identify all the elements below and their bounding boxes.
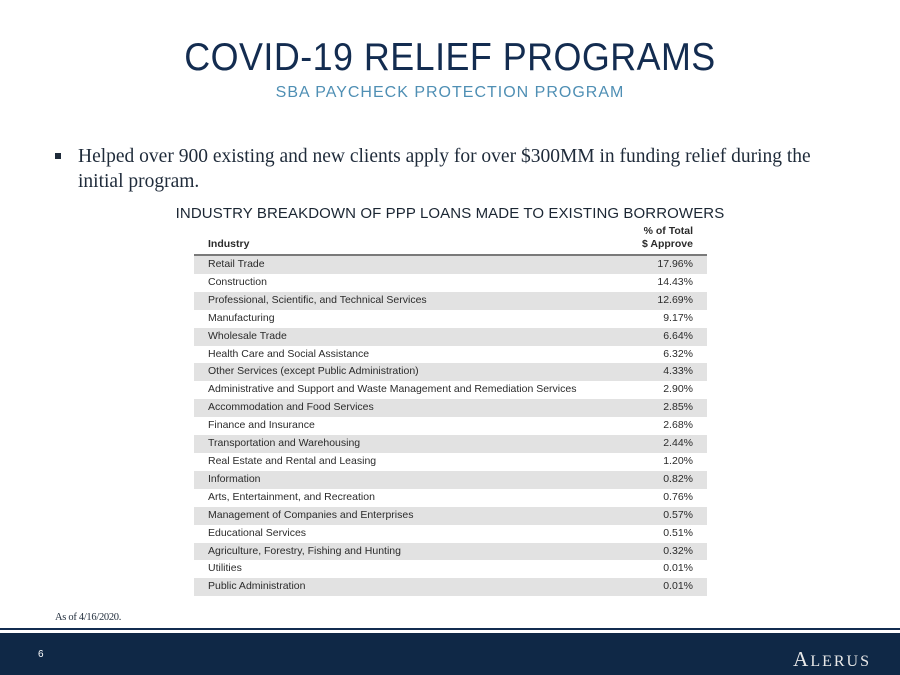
industry-cell: Health Care and Social Assistance — [208, 347, 370, 360]
table-title: INDUSTRY BREAKDOWN OF PPP LOANS MADE TO EXISTING BORROWERS — [175, 205, 725, 222]
percent-cell: 6.64% — [622, 328, 707, 346]
column-header-industry: Industry — [194, 224, 622, 255]
table-row — [194, 310, 707, 328]
industry-cell: Public Administration — [194, 578, 622, 596]
industry-cell: Wholesale Trade — [194, 328, 622, 346]
industry-cell: Administrative and Support and Waste Management and Remediation Services — [208, 383, 577, 396]
percent-cell: 14.43% — [657, 275, 693, 288]
industry-cell: Professional, Scientific, and Technical Services — [194, 292, 622, 310]
table-row — [194, 381, 707, 399]
table-row — [194, 399, 707, 417]
industry-cell: Finance and Insurance — [208, 419, 315, 432]
industry-cell: Transportation and Warehousing — [194, 435, 622, 453]
table-row — [194, 292, 707, 310]
column-header-percent-line1: % of Total — [643, 225, 693, 237]
percent-cell: 2.44% — [622, 435, 707, 453]
footnote: As of 4/16/2020. — [55, 612, 122, 623]
industry-cell: Construction — [208, 275, 267, 288]
table-row — [194, 435, 707, 453]
page-number: 6 — [38, 649, 44, 660]
percent-cell: 0.32% — [622, 543, 707, 561]
percent-cell: 0.57% — [622, 507, 707, 525]
percent-cell: 0.01% — [663, 562, 693, 575]
percent-cell: 4.33% — [622, 363, 707, 381]
alerus-logo — [793, 647, 871, 672]
page-title: COVID-19 RELIEF PROGRAMS — [184, 36, 716, 79]
percent-cell: 17.96% — [622, 255, 707, 274]
table-row — [194, 453, 707, 471]
industry-cell: Agriculture, Forestry, Fishing and Hunting — [194, 543, 622, 561]
percent-cell: 2.85% — [622, 399, 707, 417]
logo-rest: LERUS — [810, 653, 871, 670]
industry-cell: Other Services (except Public Administration) — [194, 363, 622, 381]
percent-cell: 0.51% — [663, 526, 693, 539]
percent-cell: 0.01% — [622, 578, 707, 596]
footer-divider — [0, 628, 900, 630]
column-header-percent-line2: $ Approve — [642, 238, 693, 250]
table-row — [194, 255, 707, 274]
percent-cell: 2.90% — [663, 383, 693, 396]
industry-cell: Manufacturing — [208, 311, 275, 324]
percent-cell: 0.76% — [663, 490, 693, 503]
bullet-text: Helped over 900 existing and new clients apply for over $300MM in funding relief during the initial program. — [78, 146, 811, 192]
percent-cell: 0.82% — [622, 471, 707, 489]
table-row — [194, 525, 707, 543]
logo-initial: A — [793, 647, 811, 671]
industry-cell: Accommodation and Food Services — [194, 399, 622, 417]
percent-cell: 9.17% — [663, 311, 693, 324]
footer-bar — [0, 633, 900, 675]
table-row — [194, 489, 707, 507]
percent-cell: 6.32% — [663, 347, 693, 360]
industry-breakdown-table — [194, 224, 707, 596]
percent-cell: 1.20% — [663, 454, 693, 467]
industry-cell: Management of Companies and Enterprises — [194, 507, 622, 525]
percent-cell: 2.68% — [663, 419, 693, 432]
page-subtitle: SBA PAYCHECK PROTECTION PROGRAM — [275, 84, 625, 101]
column-header-percent — [622, 224, 707, 255]
table-row — [194, 274, 707, 292]
table-row — [194, 560, 707, 578]
table-header-row — [194, 224, 707, 255]
table-row — [194, 578, 707, 596]
percent-cell: 12.69% — [622, 292, 707, 310]
table-row — [194, 471, 707, 489]
industry-cell: Information — [194, 471, 622, 489]
bullet-point — [55, 144, 855, 194]
industry-cell: Arts, Entertainment, and Recreation — [208, 490, 375, 503]
table-row — [194, 328, 707, 346]
square-bullet-icon — [55, 153, 61, 159]
table-row — [194, 346, 707, 364]
table-row — [194, 507, 707, 525]
industry-cell: Educational Services — [208, 526, 307, 539]
table-row — [194, 543, 707, 561]
industry-cell: Real Estate and Rental and Leasing — [208, 454, 377, 467]
industry-cell: Retail Trade — [194, 255, 622, 274]
table-row — [194, 363, 707, 381]
table-row — [194, 417, 707, 435]
industry-cell: Utilities — [208, 562, 242, 575]
